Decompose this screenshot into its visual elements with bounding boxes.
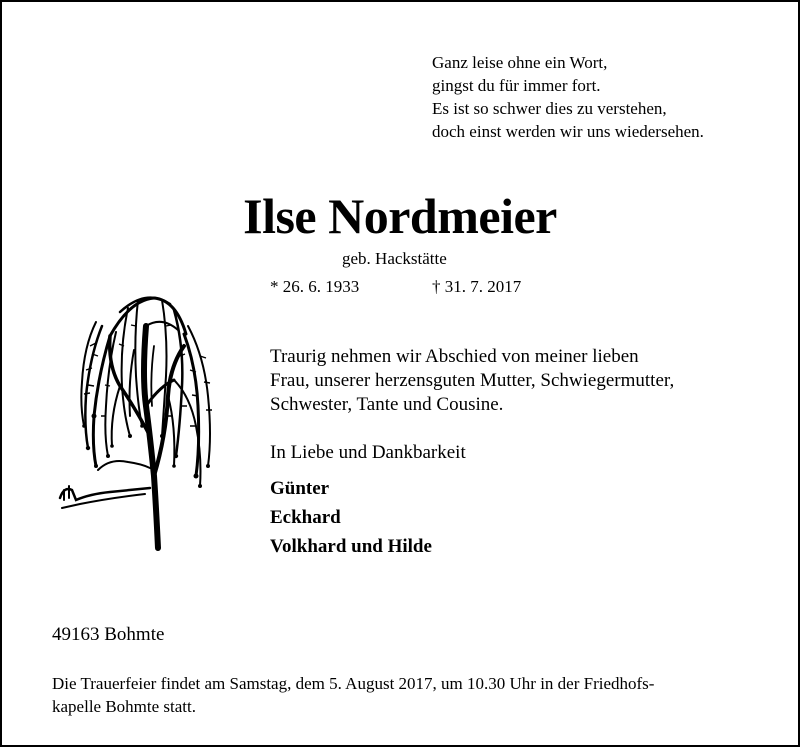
funeral-line: kapelle Bohmte statt. [52, 697, 196, 716]
poem [432, 51, 704, 143]
poem-line: doch einst werden wir uns wiedersehen. [432, 122, 704, 141]
maiden-name: geb. Hackstätte [342, 249, 447, 268]
funeral-notice [52, 672, 654, 718]
message-line: Schwester, Tante und Cousine. [270, 394, 504, 415]
deceased-name: Ilse Nordmeier [243, 188, 557, 244]
location: 49163 Bohmte [52, 624, 165, 645]
birth-date: * 26. 6. 1933 [270, 277, 360, 296]
signers [270, 474, 432, 561]
message [270, 345, 674, 417]
signer-name: Günter [270, 478, 330, 499]
closing-phrase: In Liebe und Dankbarkeit [270, 442, 466, 463]
poem-line: Ganz leise ohne ein Wort, [432, 53, 608, 72]
poem-line: gingst du für immer fort. [432, 76, 601, 95]
funeral-line: Die Trauerfeier findet am Samstag, dem 5. August 2017, um 10.30 Uhr in der Friedhofs- [52, 674, 655, 693]
message-line: Frau, unserer herzensguten Mutter, Schwiegermutter, [270, 370, 675, 391]
signer-name: Eckhard [270, 507, 341, 528]
weeping-willow-icon [50, 286, 222, 554]
message-line: Traurig nehmen wir Abschied von meiner lieben [270, 346, 639, 367]
poem-line: Es ist so schwer dies zu verstehen, [432, 99, 667, 118]
death-date: † 31. 7. 2017 [432, 277, 522, 296]
signer-name: Volkhard und Hilde [270, 536, 432, 557]
